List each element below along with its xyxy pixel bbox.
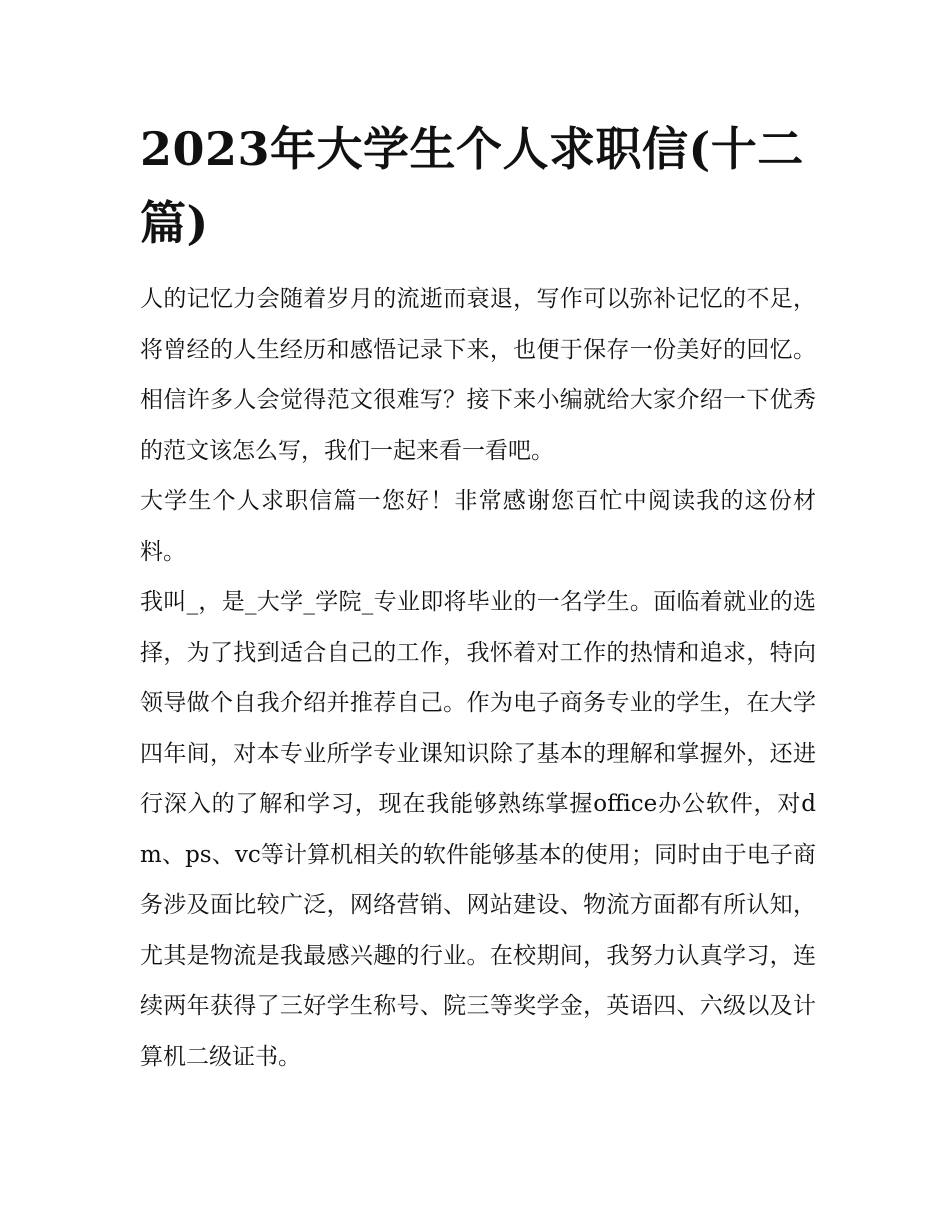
letter-greeting-paragraph: 大学生个人求职信篇一您好！非常感谢您百忙中阅读我的这份材料。 [140,488,816,565]
document-page [140,112,816,1082]
intro-paragraph: 人的记忆力会随着岁月的流逝而衰退，写作可以弥补记忆的不足，将曾经的人生经历和感悟记录下来，也便于保存一份美好的回忆。相信许多人会觉得范文很难写？接下来小编就给大家介绍一下优秀的范文该怎么写，我们一起来看一看吧。 [140,286,816,464]
document-title: 2023年大学生个人求职信(十二篇) [140,122,804,250]
letter-body-paragraph: 我叫_，是_大学_学院_专业即将毕业的一名学生。面临着就业的选择，为了找到适合自己的工作，我怀着对工作的热情和追求，特向领导做个自我介绍并推荐自己。作为电子商务专业的学生，在大学四年间，对本专业所学专业课知识除了基本的理解和掌握外，还进行深入的了解和学习，现在我能够熟练掌握office办公软件，对dm、ps、vc等计算机相关的软件能够基本的使用；同时由于电子商务涉及面比较广泛，网络营销、网站建设、物流方面都有所认知，尤其是物流是我最感兴趣的行业。在校期间，我努力认真学习，连续两年获得了三好学生称号、院三等奖学金，英语四、六级以及计算机二级证书。 [140,589,816,1070]
document-body [140,274,816,1082]
